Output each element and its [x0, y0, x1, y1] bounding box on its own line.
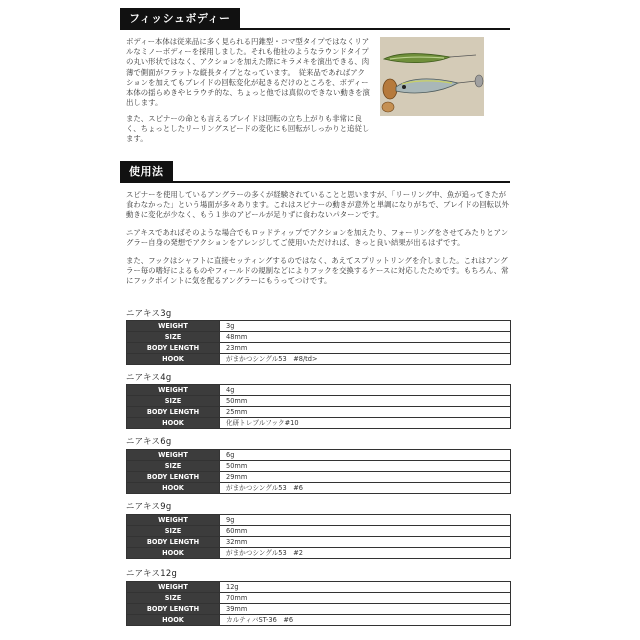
- model-name: ニアキス3g: [126, 308, 172, 318]
- spec-row-size: [127, 332, 511, 343]
- model-name: ニアキス6g: [126, 436, 172, 446]
- spec-label: BODY LENGTH: [127, 343, 220, 354]
- spec-row-hook: [127, 354, 511, 365]
- spec-row-body-length: [127, 407, 511, 418]
- model-name: ニアキス9g: [126, 501, 172, 511]
- usage-paragraph: ニアキスであればそのような場合でもロッドティップでアクションを加えたり、フォーリングをさせてみたりとアングラー自身の発想でアクションをアレンジしてご使用いただければ、きっと良い結果が出るはずです。: [126, 228, 509, 248]
- spec-label: WEIGHT: [127, 515, 220, 526]
- body-paragraph: また、スピナーの命とも言えるブレイドは回転の立ち上がりも非常に良く、ちょっとしたリーリングスピードの変化にも回転がしっかりと追従します。: [126, 114, 370, 144]
- spec-row-weight: [127, 385, 511, 396]
- spec-label: WEIGHT: [127, 450, 220, 461]
- usage-paragraph: また、フックはシャフトに直接セッティングするのではなく、あえてスプリットリングを介しました。これはアングラー毎の嗜好によるものやフィールドの規制などによりフックを交換するケースに対応したためです。もちろん、常にフックポイントに気を配るアングラーにもうってつけです。: [126, 256, 509, 286]
- spec-row-hook: [127, 418, 511, 429]
- body-length-value: 23mm: [220, 343, 511, 354]
- spec-label: HOOK: [127, 615, 220, 626]
- size-value: 60mm: [220, 526, 511, 537]
- spec-row-body-length: [127, 343, 511, 354]
- spec-row-hook: [127, 615, 511, 626]
- section-title: フィッシュボディー: [120, 8, 240, 30]
- size-value: 48mm: [220, 332, 511, 343]
- usage-paragraph: スピナーを使用しているアングラーの多くが経験されていることと思いますが、「リーリング中、魚が追ってきたが食わなかった」という場面が多々あります。これはスピナーの動きが意外と単調になりがちで、ブレイドの回転以外動きに変化が少なく、もう１歩のアピールが足りずに食わないパターンです。: [126, 190, 509, 220]
- model-name: ニアキス4g: [126, 372, 172, 382]
- spec-row-weight: [127, 450, 511, 461]
- lure-illustration: [380, 37, 484, 116]
- model-name: ニアキス12g: [126, 568, 178, 578]
- hook-value: 化研トレブルフック#10: [220, 418, 511, 429]
- weight-value: 6g: [220, 450, 511, 461]
- spec-row-weight: [127, 321, 511, 332]
- lure-photo: [380, 37, 484, 116]
- spec-label: SIZE: [127, 593, 220, 604]
- body-paragraph: ボディー本体は従来品に多く見られる円錐型・コマ型タイプではなくリアルなミノーボディーを採用しました。それも他社のようなラウンドタイプの丸い形状ではなく、アクションを加えた際にキラメキを演出できる、肉薄で側面がフラットな縦長タイプとなっています。 従来品であればアクションを加えてもブレイドの回転変化が起きるだけのところを、ボディー本体の揺らめきやヒラウチ的な、ちょっと他では真似のできない動きを演出します。: [126, 37, 370, 108]
- spec-label: HOOK: [127, 418, 220, 429]
- spec-label: HOOK: [127, 548, 220, 559]
- spec-label: SIZE: [127, 332, 220, 343]
- spec-table: [126, 449, 511, 494]
- spec-row-size: [127, 526, 511, 537]
- weight-value: 3g: [220, 321, 511, 332]
- spec-row-hook: [127, 548, 511, 559]
- body-length-value: 39mm: [220, 604, 511, 615]
- spec-label: BODY LENGTH: [127, 537, 220, 548]
- spec-table: [126, 320, 511, 365]
- spec-label: SIZE: [127, 526, 220, 537]
- size-value: 50mm: [220, 461, 511, 472]
- spec-label: BODY LENGTH: [127, 407, 220, 418]
- spec-row-size: [127, 396, 511, 407]
- spec-label: SIZE: [127, 461, 220, 472]
- spec-label: HOOK: [127, 483, 220, 494]
- section-rule: [120, 181, 510, 183]
- weight-value: 12g: [220, 582, 511, 593]
- weight-value: 4g: [220, 385, 511, 396]
- spec-row-size: [127, 461, 511, 472]
- spec-row-hook: [127, 483, 511, 494]
- hook-value: カルティバST-36 #6: [220, 615, 511, 626]
- spec-label: WEIGHT: [127, 385, 220, 396]
- spec-row-body-length: [127, 537, 511, 548]
- spec-label: HOOK: [127, 354, 220, 365]
- spec-table: [126, 581, 511, 626]
- spec-label: WEIGHT: [127, 582, 220, 593]
- section-title: 使用法: [120, 161, 173, 183]
- size-value: 50mm: [220, 396, 511, 407]
- spec-row-size: [127, 593, 511, 604]
- spec-label: WEIGHT: [127, 321, 220, 332]
- spec-table: [126, 514, 511, 559]
- body-length-value: 29mm: [220, 472, 511, 483]
- spec-label: SIZE: [127, 396, 220, 407]
- section-header-usage: [120, 161, 510, 183]
- spec-label: BODY LENGTH: [127, 472, 220, 483]
- spec-row-weight: [127, 515, 511, 526]
- size-value: 70mm: [220, 593, 511, 604]
- hook-value: がまかつシングル53 #6: [220, 483, 511, 494]
- hook-value: がまかつシングル53 #8/td>: [220, 354, 511, 365]
- section-rule: [120, 28, 510, 30]
- body-length-value: 25mm: [220, 407, 511, 418]
- spec-table: [126, 384, 511, 429]
- spec-label: BODY LENGTH: [127, 604, 220, 615]
- hook-value: がまかつシングル53 #2: [220, 548, 511, 559]
- weight-value: 9g: [220, 515, 511, 526]
- spec-row-body-length: [127, 472, 511, 483]
- section-header-fish-body: [120, 8, 510, 30]
- spec-row-weight: [127, 582, 511, 593]
- spec-row-body-length: [127, 604, 511, 615]
- body-length-value: 32mm: [220, 537, 511, 548]
